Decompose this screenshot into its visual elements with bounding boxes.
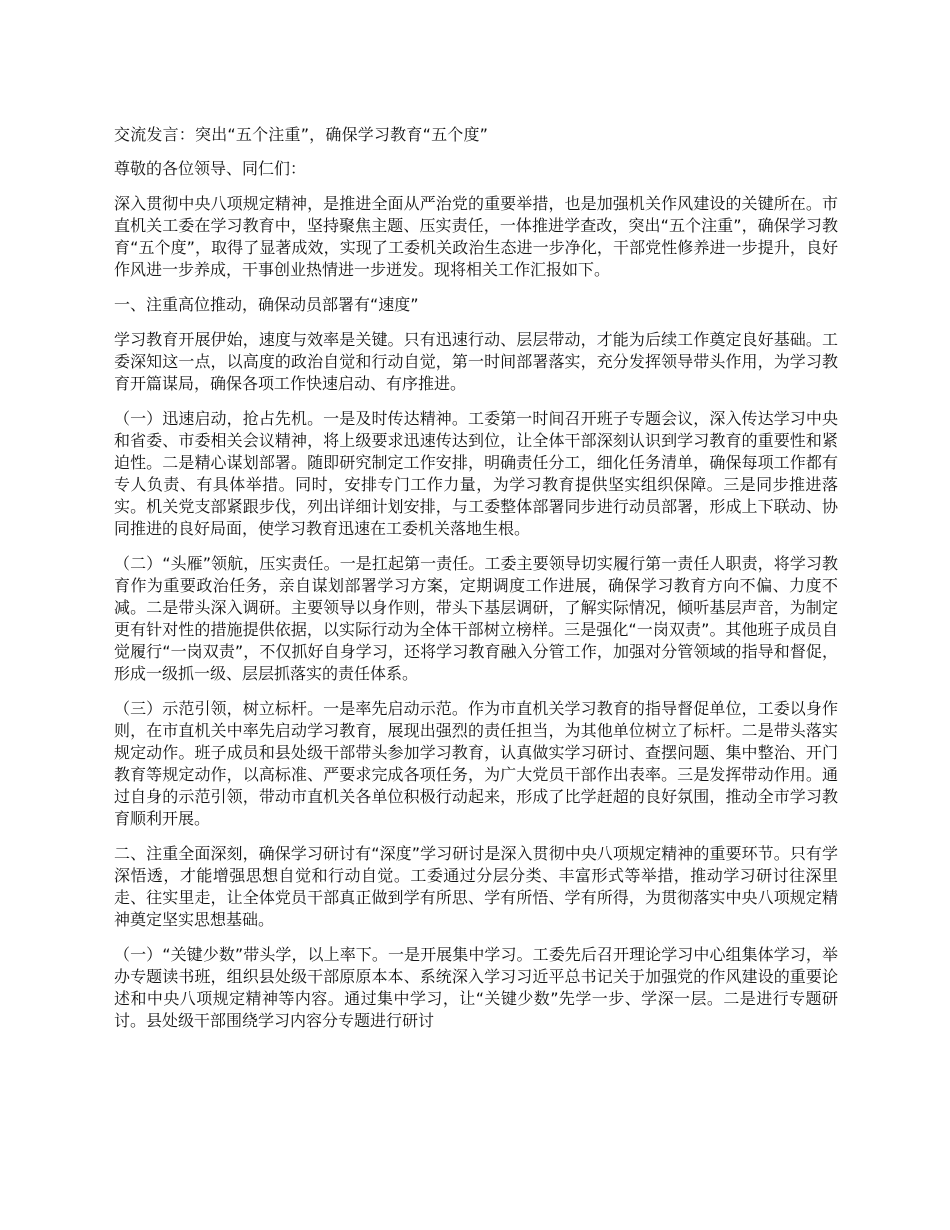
section-1-item-2: （二）“头雁”领航，压实责任。一是扛起第一责任。工委主要领导切实履行第一责任人职责，将学习教育作为重要政治任务，亲自谋划部署学习方案，定期调度工作进展，确保学习教育方向不偏、力度不减。二是带头深入调研。主要领导以身作则，带头下基层调研，了解实际情况，倾听基层声音，为制定更有针对性的措施提供依据，以实际行动为全体干部树立榜样。三是强化“一岗双责”。其他班子成员自觉履行“一岗双责”，不仅抓好自身学习，还将学习教育融入分管工作，加强对分管领域的指导和督促，形成一级抓一级、层层抓落实的责任体系。	[114, 554, 838, 683]
section-2-paragraph: 二、注重全面深刻，确保学习研讨有“深度”学习研讨是深入贯彻中央八项规定精神的重要环节。只有学深悟透，才能增强思想自觉和行动自觉。工委通过分层分类、丰富形式等举措，推动学习研讨往深里走、往实里走，让全体党员干部真正做到学有所思、学有所悟、学有所得，为贯彻落实中央八项规定精神奠定坚实思想基础。	[114, 844, 838, 929]
section-2-item-1: （一）“关键少数”带头学，以上率下。一是开展集中学习。工委先后召开理论学习中心组集体学习，举办专题读书班，组织县处级干部原原本本、系统深入学习习近平总书记关于加强党的作风建设的重要论述和中央八项规定精神等内容。通过集中学习，让“关键少数”先学一步、学深一层。二是进行专题研讨。县处级干部围绕学习内容分专题进行研讨	[114, 945, 838, 1030]
section-1-paragraph: 学习教育开展伊始，速度与效率是关键。只有迅速行动、层层带动，才能为后续工作奠定良好基础。工委深知这一点，以高度的政治自觉和行动自觉，第一时间部署落实，充分发挥领导带头作用，为学习教育开篇谋局，确保各项工作快速启动、有序推进。	[114, 330, 838, 393]
section-1-item-1: （一）迅速启动，抢占先机。一是及时传达精神。工委第一时间召开班子专题会议，深入传达学习中央和省委、市委相关会议精神，将上级要求迅速传达到位，让全体干部深刻认识到学习教育的重要性和紧迫性。二是精心谋划部署。随即研究制定工作安排，明确责任分工，细化任务清单，确保每项工作都有专人负责、有具体举措。同时，安排专门工作力量，为学习教育提供坚实组织保障。三是同步推进落实。机关党支部紧跟步伐，列出详细计划安排，与工委整体部署同步进行动员部署，形成上下联动、协同推进的良好局面，使学习教育迅速在工委机关落地生根。	[114, 409, 838, 538]
salutation: 尊敬的各位领导、同仁们：	[114, 159, 307, 178]
section-heading-1: 一、注重高位推动，确保动员部署有“速度”	[114, 295, 419, 314]
section-1-item-3: （三）示范引领，树立标杆。一是率先启动示范。作为市直机关学习教育的指导督促单位，工委以身作则，在市直机关中率先启动学习教育，展现出强烈的责任担当，为其他单位树立了标杆。二是带头落实规定动作。班子成员和县处级干部带头参加学习教育，认真做实学习研讨、查摆问题、集中整治、开门教育等规定动作，以高标准、严要求完成各项任务，为广大党员干部作出表率。三是发挥带动作用。通过自身的示范引领，带动市直机关各单位积极行动起来，形成了比学赶超的良好氛围，推动全市学习教育顺利开展。	[114, 699, 838, 828]
document-title: 交流发言：突出“五个注重”，确保学习教育“五个度”	[114, 125, 489, 144]
intro-paragraph: 深入贯彻中央八项规定精神，是推进全面从严治党的重要举措，也是加强机关作风建设的关键所在。市直机关工委在学习教育中，坚持聚焦主题、压实责任，一体推进学查改，突出“五个注重”，确保学习教育“五个度”，取得了显著成效，实现了工委机关政治生态进一步净化，干部党性修养进一步提升，良好作风进一步养成，干事创业热情进一步迸发。现将相关工作汇报如下。	[114, 194, 838, 279]
